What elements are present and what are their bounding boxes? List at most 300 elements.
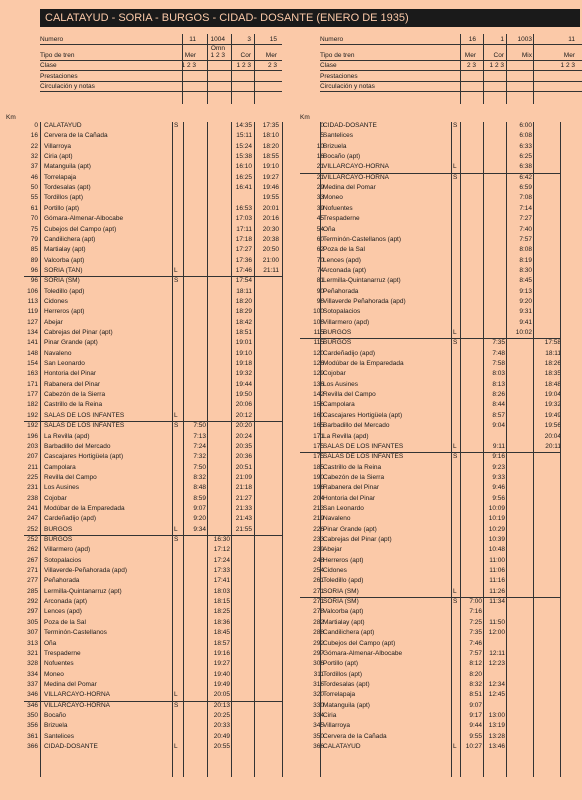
timetable-row <box>0 515 290 526</box>
station-name: Ciria (apt) <box>44 153 73 161</box>
km-value: 203 <box>27 442 38 450</box>
time-cell: 15:24 <box>235 142 252 150</box>
timetable-row <box>296 546 582 557</box>
km-value: 61 <box>30 204 38 212</box>
timetable-row <box>0 205 290 216</box>
time-cell: 13:19 <box>488 722 505 730</box>
km-value: 100 <box>313 308 324 316</box>
station-name: SALAS DE LOS INFANTES <box>323 442 404 450</box>
time-cell: 6:33 <box>519 142 532 150</box>
station-name: Los Ausines <box>44 484 80 492</box>
time-cell: 18:42 <box>235 318 252 326</box>
time-cell: 9:23 <box>492 463 505 471</box>
km-value: 207 <box>27 453 38 461</box>
timetable-row <box>0 702 290 713</box>
km-value: 192 <box>27 411 38 419</box>
km-value: 81 <box>316 277 324 285</box>
km-value: 182 <box>27 401 38 409</box>
station-name: Modúbar de la Emparedada <box>323 360 404 368</box>
timetable-row <box>296 350 582 361</box>
time-cell: 20:11 <box>545 442 561 450</box>
station-name: Abejar <box>323 546 342 554</box>
station-name: Campolara <box>44 463 76 471</box>
km-value: 196 <box>27 432 38 440</box>
km-value: 60 <box>316 235 324 243</box>
time-cell: 8:19 <box>519 256 532 264</box>
station-name: Cojobar <box>323 370 346 378</box>
km-value: 226 <box>313 525 324 533</box>
station-name: Hontoria del Pinar <box>44 370 97 378</box>
station-name: Brizuela <box>323 142 347 150</box>
km-value: 163 <box>27 370 38 378</box>
timetable-row <box>296 433 582 444</box>
station-name: Lermilla-Quintanarruz (apt) <box>323 277 401 285</box>
km-value: 278 <box>313 608 324 616</box>
train-number: 15 <box>269 35 277 43</box>
timetable-row <box>0 640 290 651</box>
km-value: 185 <box>313 463 324 471</box>
timetable-row <box>296 743 582 754</box>
time-cell: 19:18 <box>235 360 252 368</box>
km-value: 292 <box>27 598 38 606</box>
right-header <box>320 34 582 92</box>
time-cell: 10:27 <box>465 743 482 750</box>
station-name: Trespaderne <box>44 649 81 657</box>
km-value: 115 <box>313 339 324 347</box>
numero-label: Numero <box>40 35 64 43</box>
train-type: Mer <box>265 51 277 59</box>
km-value: 247 <box>27 515 38 523</box>
station-name: Modúbar de la Emparedada <box>44 504 125 512</box>
station-name: Nofuentes <box>44 660 74 668</box>
station-name: Toledillo (apd) <box>44 287 85 295</box>
km-value: 366 <box>27 743 38 750</box>
km-value: 288 <box>313 629 324 637</box>
station-name: Herreros (apt) <box>44 308 85 316</box>
time-cell: 7:40 <box>519 225 532 233</box>
time-cell: 7:35 <box>492 339 505 347</box>
km-value: 79 <box>30 235 38 243</box>
column-line <box>40 122 41 777</box>
time-cell: 8:32 <box>469 680 482 688</box>
timetable-row <box>296 205 582 216</box>
km-value: 282 <box>313 618 324 626</box>
station-name: SORIA (SM) <box>323 598 359 606</box>
station-name: La Revilla (apd) <box>323 432 369 440</box>
timetable-row <box>0 163 290 174</box>
km-value: 311 <box>313 670 324 678</box>
km-value: 366 <box>313 743 324 750</box>
km-value: 334 <box>313 711 324 719</box>
time-cell: 16:41 <box>235 184 252 192</box>
timetable-row <box>0 567 290 578</box>
station-name: SALAS DE LOS INFANTES <box>44 411 125 419</box>
time-cell: 9:16 <box>492 453 505 461</box>
header-divider <box>182 34 183 104</box>
station-name: CALATAYUD <box>44 122 82 129</box>
column-line <box>207 122 208 777</box>
time-cell: 18:57 <box>213 639 230 647</box>
station-name: Poza de la Sal <box>323 246 365 254</box>
station-name: BURGOS <box>44 536 73 543</box>
timetable-row <box>0 712 290 723</box>
timetable-row <box>296 598 582 609</box>
station-name: Poza de la Sal <box>44 618 86 626</box>
km-value: 171 <box>27 380 38 388</box>
km-value: 211 <box>27 463 38 471</box>
km-value: 320 <box>313 691 324 699</box>
time-cell: 16:53 <box>235 204 252 212</box>
station-name: Santelices <box>44 732 74 740</box>
km-value: 175 <box>313 442 324 450</box>
stop-flag: L <box>174 525 178 533</box>
km-value: 277 <box>27 577 38 585</box>
station-name: San Leonardo <box>44 360 85 368</box>
timetable-row <box>296 536 582 547</box>
station-name: Matanguila (apt) <box>44 163 91 171</box>
station-name: BURGOS <box>44 525 73 533</box>
km-value: 361 <box>27 732 38 740</box>
time-cell: 13:28 <box>488 732 505 740</box>
time-cell: 18:11 <box>236 287 252 295</box>
time-cell: 18:10 <box>262 132 279 140</box>
station-name: Campolara <box>323 401 355 409</box>
station-name: SORIA (SM) <box>44 277 80 285</box>
km-value: 136 <box>313 380 324 388</box>
time-cell: 12:45 <box>488 691 505 699</box>
train-number: 16 <box>468 35 476 43</box>
station-name: SALAS DE LOS INFANTES <box>44 422 125 430</box>
km-value: 148 <box>27 349 38 357</box>
timetable-row <box>0 464 290 475</box>
prestaciones-label: Prestaciones <box>320 72 358 80</box>
time-cell: 20:30 <box>262 225 279 233</box>
station-name: Barbadillo del Mercado <box>44 442 111 450</box>
time-cell: 20:05 <box>213 691 230 699</box>
station-name: VILLARCAYO-HORNA <box>44 691 110 699</box>
time-cell: 13:46 <box>488 743 505 750</box>
time-cell: 10:29 <box>488 525 505 533</box>
time-cell: 20:33 <box>213 722 230 730</box>
time-cell: 17:36 <box>235 256 252 264</box>
time-cell: 19:16 <box>213 649 230 657</box>
station-name: Toledillo (apd) <box>323 577 364 585</box>
km-value: 119 <box>27 308 38 316</box>
time-cell: 7:25 <box>469 618 482 626</box>
timetable-row <box>296 174 582 185</box>
station-name: La Revilla (apd) <box>44 432 90 440</box>
station-name: Hontoria del Pinar <box>323 494 376 502</box>
km-value: 356 <box>27 722 38 730</box>
station-name: Tordillos (apt) <box>44 194 84 202</box>
station-name: Oña <box>323 225 336 233</box>
time-cell: 20:50 <box>262 246 279 254</box>
stop-flag: L <box>174 691 178 699</box>
time-cell: 17:41 <box>213 577 230 585</box>
time-cell: 9:55 <box>469 732 482 740</box>
timetable-row <box>0 433 290 444</box>
km-value: 330 <box>313 701 324 709</box>
station-name: Valcorba (apt) <box>44 256 85 264</box>
timetable-row <box>0 671 290 682</box>
time-cell: 7:27 <box>519 215 532 223</box>
time-cell: 6:59 <box>519 184 532 192</box>
timetable-row <box>0 184 290 195</box>
km-value: 0 <box>34 122 38 129</box>
station-name: Candilichera (apt) <box>323 629 375 637</box>
station-name: BURGOS <box>323 339 352 347</box>
time-cell: 19:32 <box>235 370 252 378</box>
time-cell: 20:13 <box>213 701 230 709</box>
station-name: Bocaño (apt) <box>323 153 361 161</box>
timetable-row <box>0 608 290 619</box>
timetable-row <box>296 339 582 350</box>
timetable-row <box>0 339 290 350</box>
timetable-row <box>296 370 582 381</box>
km-value: 0 <box>320 122 324 129</box>
station-name: Cubejos del Campo (apt) <box>44 225 117 233</box>
time-cell: 18:45 <box>213 629 230 637</box>
timetable-row <box>0 215 290 226</box>
column-line <box>560 122 561 777</box>
station-name: CIDAD-DOSANTE <box>44 743 98 750</box>
station-name: Cabezón de la Sierra <box>323 473 385 481</box>
time-cell: 21:09 <box>235 473 252 481</box>
timetable-row <box>0 391 290 402</box>
km-header: Km <box>300 114 310 121</box>
time-cell: 12:00 <box>488 629 505 637</box>
station-name: Pinar Grande (apt) <box>323 525 377 533</box>
km-value: 134 <box>27 329 38 336</box>
train-type: Mer <box>184 51 196 59</box>
km-value: 241 <box>27 504 38 512</box>
time-cell: 6:25 <box>519 153 532 161</box>
section-divider <box>24 421 282 422</box>
timetable-row <box>296 246 582 257</box>
km-value: 346 <box>27 691 38 699</box>
timetable-row <box>0 474 290 485</box>
km-value: 29 <box>316 184 324 192</box>
station-name: Cidones <box>44 297 68 305</box>
station-name: Revilla del Campo <box>44 473 97 481</box>
time-cell: 18:11 <box>545 349 561 357</box>
timetable-row <box>296 360 582 371</box>
station-name: Brizuela <box>44 722 68 730</box>
time-cell: 20:20 <box>235 422 252 430</box>
time-cell: 9:44 <box>469 722 482 730</box>
km-value: 285 <box>27 587 38 595</box>
km-value: 219 <box>313 515 324 523</box>
station-name: Villarroya <box>323 722 350 730</box>
timetable-row <box>296 557 582 568</box>
station-name: Navaleno <box>323 515 351 523</box>
timetable-row <box>296 236 582 247</box>
time-cell: 9:20 <box>193 515 206 523</box>
km-value: 225 <box>27 473 38 481</box>
time-cell: 7:57 <box>519 235 532 243</box>
timetable-row <box>296 640 582 651</box>
timetable-row <box>296 660 582 671</box>
timetable-row <box>0 743 290 754</box>
time-cell: 18:15 <box>213 598 230 606</box>
timetable-row <box>296 526 582 537</box>
time-cell: 9:34 <box>193 525 206 533</box>
column-line <box>506 122 507 777</box>
time-cell: 8:03 <box>492 370 505 378</box>
time-cell: 17:54 <box>235 277 252 285</box>
time-cell: 8:08 <box>519 246 532 254</box>
train-type: Mer <box>563 51 575 59</box>
section-divider <box>300 338 560 339</box>
train-number: 1004 <box>210 35 225 43</box>
header-divider <box>231 34 232 104</box>
km-value: 239 <box>313 546 324 554</box>
km-value: 106 <box>313 318 324 326</box>
stop-flag: S <box>453 453 458 461</box>
train-number: 11 <box>189 35 196 43</box>
km-value: 154 <box>27 360 38 368</box>
station-name: Lences (apd) <box>44 608 82 616</box>
timetable-row <box>296 122 582 133</box>
time-cell: 8:57 <box>492 411 505 419</box>
station-name: Rabanera del Pinar <box>323 484 380 492</box>
time-cell: 9:07 <box>193 504 206 512</box>
left-header <box>40 34 282 92</box>
time-cell: 16:10 <box>235 163 252 171</box>
km-value: 32 <box>30 153 38 161</box>
station-name: Portillo (apt) <box>323 660 359 668</box>
km-value: 190 <box>313 473 324 481</box>
timetable-row <box>0 505 290 516</box>
time-cell: 21:00 <box>262 256 279 264</box>
station-name: Revilla del Campo <box>323 391 376 399</box>
time-cell: 10:02 <box>515 329 532 336</box>
time-cell: 12:34 <box>488 680 505 688</box>
train-type: Omn 1 2 3 <box>210 44 225 59</box>
timetable-row <box>0 619 290 630</box>
station-name: CIDAD-DOSANTE <box>323 122 377 129</box>
km-value: 254 <box>313 567 324 575</box>
km-value: 33 <box>316 194 324 202</box>
km-value: 305 <box>27 618 38 626</box>
timetable-row <box>0 277 290 288</box>
station-name: SORIA (TAN) <box>44 266 83 274</box>
time-cell: 20:55 <box>213 743 230 750</box>
time-cell: 19:32 <box>544 401 561 409</box>
timetable-row <box>0 226 290 237</box>
km-value: 248 <box>313 556 324 564</box>
train-class: 1 2 3 <box>560 62 575 69</box>
km-value: 306 <box>313 660 324 668</box>
time-cell: 17:03 <box>235 215 252 223</box>
tipo-label: Tipo de tren <box>320 51 355 59</box>
km-value: 90 <box>316 287 324 295</box>
time-cell: 19:44 <box>235 380 252 388</box>
column-line <box>320 122 321 777</box>
km-value: 22 <box>30 142 38 150</box>
stop-flag: L <box>453 163 457 171</box>
section-divider <box>24 276 282 277</box>
time-cell: 7:14 <box>519 204 532 212</box>
time-cell: 21:11 <box>263 266 279 274</box>
timetable-row <box>0 132 290 143</box>
stop-flag: L <box>453 329 457 336</box>
station-name: SALAS DE LOS INFANTES <box>323 453 404 461</box>
timetable-row <box>296 619 582 630</box>
station-name: Cascajares Hortigüela (apt) <box>323 411 403 419</box>
time-cell: 15:11 <box>236 132 252 140</box>
time-cell: 8:48 <box>193 484 206 492</box>
time-cell: 18:48 <box>544 380 561 388</box>
km-value: 334 <box>27 670 38 678</box>
stop-flag: S <box>453 339 458 347</box>
time-cell: 17:35 <box>262 122 279 129</box>
header-divider <box>483 34 484 104</box>
time-cell: 12:11 <box>489 649 505 657</box>
timetable-row <box>296 401 582 412</box>
km-value: 16 <box>316 153 324 161</box>
time-cell: 7:46 <box>469 639 482 647</box>
train-type: Cor <box>240 51 251 59</box>
km-value: 96 <box>30 277 38 285</box>
station-name: Gómara-Almenar-Albocabe <box>44 215 124 223</box>
time-cell: 19:27 <box>213 660 230 668</box>
timetable-row <box>0 722 290 733</box>
station-name: Moneo <box>323 194 343 202</box>
km-value: 21 <box>316 163 324 171</box>
km-value: 46 <box>30 173 38 181</box>
time-cell: 19:56 <box>544 422 561 430</box>
time-cell: 20:12 <box>235 411 252 419</box>
timetable-row <box>296 194 582 205</box>
timetable-row <box>0 329 290 340</box>
stop-flag: L <box>453 442 457 450</box>
stop-flag: L <box>174 411 178 419</box>
time-cell: 7:50 <box>193 463 206 471</box>
timetable-row <box>0 598 290 609</box>
timetable-row <box>0 401 290 412</box>
time-cell: 21:33 <box>235 504 252 512</box>
stop-flag: L <box>453 587 457 595</box>
time-cell: 7:57 <box>469 649 482 657</box>
station-name: Cabezón de la Sierra <box>44 391 106 399</box>
km-value: 297 <box>27 608 38 616</box>
column-line <box>533 122 534 777</box>
station-name: Villarmero (apd) <box>44 546 91 554</box>
time-cell: 19:10 <box>235 349 252 357</box>
stop-flag: S <box>174 701 179 709</box>
train-number: 1003 <box>517 35 532 43</box>
km-value: 70 <box>30 215 38 223</box>
station-name: Candilichera (apt) <box>44 235 96 243</box>
stop-flag: S <box>453 598 458 606</box>
timetable-row <box>296 577 582 588</box>
timetable-row <box>296 381 582 392</box>
time-cell: 8:32 <box>193 473 206 481</box>
section-divider <box>300 452 560 453</box>
time-cell: 7:13 <box>193 432 206 440</box>
km-value: 337 <box>27 680 38 688</box>
time-cell: 7:00 <box>469 598 482 606</box>
page-title: CALATAYUD - SORIA - BURGOS - CIDAD- DOSANTE (ENERO DE 1935) <box>40 9 580 27</box>
time-cell: 11:50 <box>489 618 505 626</box>
km-value: 89 <box>30 256 38 264</box>
km-value: 126 <box>313 360 324 368</box>
timetable-row <box>0 422 290 433</box>
km-value: 16 <box>30 132 38 140</box>
time-cell: 20:38 <box>262 235 279 243</box>
km-value: 171 <box>313 432 324 440</box>
